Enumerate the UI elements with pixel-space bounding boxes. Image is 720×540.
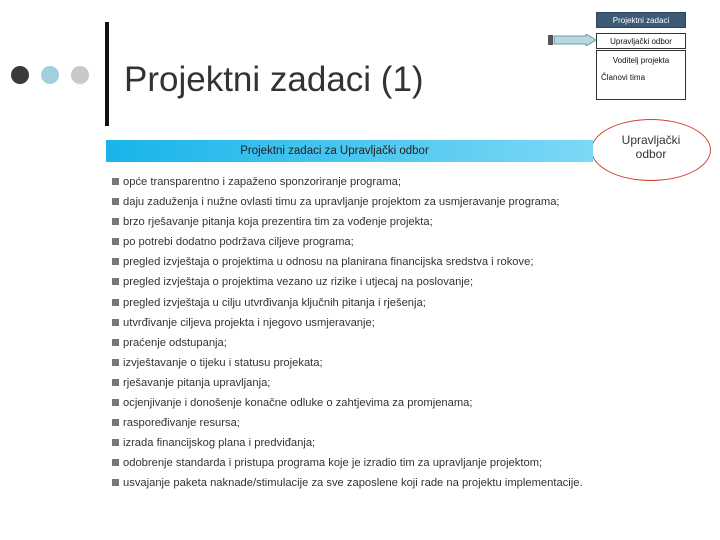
list-item — [112, 355, 583, 375]
list-item — [112, 475, 583, 495]
task-list — [112, 174, 583, 496]
square-bullet-icon — [112, 479, 119, 486]
list-item — [112, 295, 583, 315]
nav-upravljacki-odbor[interactable]: Upravljački odbor — [596, 33, 686, 49]
title-divider — [105, 22, 109, 126]
list-item-text: rješavanje pitanja upravljanja; — [123, 376, 271, 389]
square-bullet-icon — [112, 459, 119, 466]
list-item — [112, 174, 583, 194]
section-header-banner — [106, 140, 593, 162]
decorative-dot-grey — [71, 66, 89, 84]
square-bullet-icon — [112, 419, 119, 426]
list-item — [112, 455, 583, 475]
decorative-dot-dark — [11, 66, 29, 84]
square-bullet-icon — [112, 258, 119, 265]
arrow-right-icon — [548, 34, 598, 46]
list-item — [112, 375, 583, 395]
list-item — [112, 335, 583, 355]
nav-voditelj-projekta[interactable]: Voditelj projekta — [612, 55, 670, 65]
square-bullet-icon — [112, 198, 119, 205]
list-item — [112, 274, 583, 294]
square-bullet-icon — [112, 278, 119, 285]
list-item-text: praćenje odstupanja; — [123, 336, 227, 349]
list-item-text: odobrenje standarda i pristupa programa koje je izradio tim za upravljanje projektom; — [123, 457, 543, 470]
list-item — [112, 395, 583, 415]
square-bullet-icon — [112, 178, 119, 185]
list-item-text: opće transparentno i zapaženo sponzoriranje programa; — [123, 176, 401, 188]
list-item-text: utvrđivanje ciljeva projekta i njegovo usmjeravanje; — [123, 316, 375, 329]
list-item-text: pregled izvještaja o projektima u odnosu na planirana financijska sredstva i rokove; — [123, 256, 534, 269]
list-item-text: izrada financijskog plana i predviđanja; — [123, 437, 316, 450]
square-bullet-icon — [112, 299, 119, 306]
section-header-text: Projektni zadaci za Upravljački odbor — [240, 145, 429, 157]
highlight-label: Upravljački odbor — [621, 133, 681, 161]
list-item-text: po potrebi dodatno podržava ciljeve programa; — [123, 236, 354, 249]
list-item — [112, 315, 583, 335]
list-item-text: daju zaduženja i nužne ovlasti timu za upravljanje projektom za usmjeravanje programa; — [123, 196, 560, 209]
square-bullet-icon — [112, 379, 119, 386]
list-item — [112, 194, 583, 214]
square-bullet-icon — [112, 359, 119, 366]
list-item — [112, 254, 583, 274]
list-item-text: usvajanje paketa naknade/stimulacije za sve zaposlene koji rade na projektu implementacije. — [123, 477, 583, 490]
nav-projektni-zadaci[interactable]: Projektni zadaci — [596, 12, 686, 28]
list-item-text: ocjenjivanje i donošenje konačne odluke o zahtjevima za promjenama; — [123, 397, 473, 410]
square-bullet-icon — [112, 238, 119, 245]
decorative-dot-light-blue — [41, 66, 59, 84]
list-item-text: pregled izvještaja u cilju utvrđivanja ključnih pitanja i rješenja; — [123, 296, 426, 309]
square-bullet-icon — [112, 319, 119, 326]
list-item-text: brzo rješavanje pitanja koja prezentira tim za vođenje projekta; — [123, 216, 433, 229]
square-bullet-icon — [112, 218, 119, 225]
list-item-text: pregled izvještaja o projektima vezano uz rizike i utjecaj na poslovanje; — [123, 276, 474, 289]
square-bullet-icon — [112, 439, 119, 446]
list-item — [112, 234, 583, 254]
nav-clanovi-tima[interactable]: Članovi tima — [601, 72, 646, 82]
slide-title: Projektni zadaci (1) — [124, 60, 424, 99]
list-item — [112, 415, 583, 435]
list-item — [112, 435, 583, 455]
list-item — [112, 214, 583, 234]
square-bullet-icon — [112, 399, 119, 406]
square-bullet-icon — [112, 339, 119, 346]
list-item-text: izvještavanje o tijeku i statusu projekata; — [123, 356, 323, 369]
list-item-text: raspoređivanje resursa; — [123, 417, 240, 430]
